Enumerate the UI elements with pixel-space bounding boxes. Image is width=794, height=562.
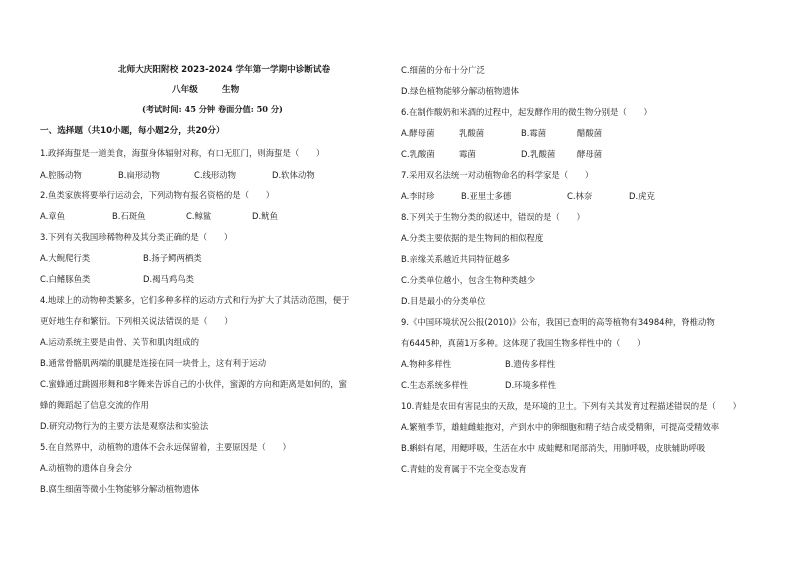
question-7-stem: 7.采用双名法统一对动植物命名的科学家是（ ） [401,170,594,180]
question-2-stem: 2.鱼类家族将要举行运动会，下列动物有报名资格的是（ ） [40,190,275,200]
question-8-option-c: C.分类单位越小，包含生物种类越少 [401,275,536,285]
option: C.乳酸菌 [401,149,435,159]
option: C.林奈 [567,191,593,201]
question-10-option-b: B.蝌蚪有尾，用鳃呼吸，生活在水中 成蛙鳃和尾部消失，用肺呼吸，皮肤辅助呼吸 [401,443,706,453]
question-4-option-c: C.蜜蜂通过跳圆形舞和8字舞来告诉自己的小伙伴，蜜源的方向和距离是如何的，蜜 [40,379,347,389]
option: A.大鲵爬行类 [40,253,91,263]
question-5-stem: 5.在自然界中，动植物的遗体不会永远保留着，主要原因是（ ） [40,442,291,452]
exam-title: 北师大庆阳附校 2023-2024 学年第一学期中诊断试卷 [118,65,331,75]
option: 乳酸菌 [459,128,485,138]
option: B.扁形动物 [118,170,160,180]
option: D.鱿鱼 [252,211,278,221]
question-4-option-a: A.运动系统主要是由骨、关节和肌肉组成的 [40,337,199,347]
option: 醋酸菌 [577,128,603,138]
option: C.线形动物 [194,170,237,180]
question-4-option-b: B.通常骨骼肌两端的肌腱是连接在同一块骨上，这有利于运动 [40,358,267,368]
option: B.扬子鳄两栖类 [143,253,202,263]
option: A.物种多样性 [401,359,452,369]
question-9-stem-cont: 有6445种，真菌1万多种。这体现了我国生物多样性中的（ ） [401,338,646,348]
subject-label: 生物 [222,85,240,95]
question-8-option-b: B.亲缘关系越近共同特征越多 [401,254,510,264]
question-4-stem: 4.地球上的动物种类繁多，它们多种多样的运动方式和行为扩大了其活动范围，便于 [40,295,350,305]
question-8-option-d: D.目是最小的分类单位 [401,296,486,306]
question-9-stem: 9.《中国环境状况公报(2010)》公布，我国已查明的高等植物有34984种，脊椎动物 [401,317,715,327]
question-8-stem: 8.下列关于生物分类的叙述中，错误的是（ ） [401,212,585,222]
option: A.李时珍 [401,191,435,201]
question-6-stem: 6.在制作酸奶和米酒的过程中，起发酵作用的微生物分别是（ ） [401,107,652,117]
question-4-option-c-cont: 蜂的舞蹈起了信息交流的作用 [40,400,149,410]
question-4-option-d: D.研究动物行为的主要方法是观察法和实验法 [40,421,209,431]
option: B.遗传多样性 [505,359,556,369]
question-5-option-d: D.绿色植物能够分解动植物遗体 [401,86,519,96]
option: D.褐马鸡鸟类 [143,274,194,284]
option: A.酵母菌 [401,128,435,138]
option: C.鲸鲨 [186,211,212,221]
question-5-option-c: C.细菌的分布十分广泛 [401,65,485,75]
question-10-option-c: C.青蛙的发育属于不完全变态发育 [401,464,527,474]
question-5-option-b: B.腐生细菌等微小生物能够分解动植物遗体 [40,484,200,494]
option: D.虎克 [629,191,655,201]
section-heading: 一、选择题（共10小题，每小题2分，共20分） [40,126,225,136]
option: B.霉菌 [521,128,547,138]
question-1-stem: 1.政择海蜇是一道美食，海蜇身体辐射对称，有口无肛门，则海蜇是（ ） [40,148,325,158]
option: 酵母菌 [577,149,603,159]
option: B.亚里士多德 [461,191,512,201]
question-10-option-a: A.繁殖季节，雄蛙雌蛙抱对，产到水中的卵细胞和精子结合成受精卵，可提高受精效率 [401,422,720,432]
option: A.章鱼 [40,211,65,221]
exam-info: (考试时间: 45 分钟 卷面分值: 50 分) [142,104,283,114]
option: D.乳酸菌 [521,149,556,159]
option: D.软体动物 [272,170,315,180]
question-8-option-a: A.分类主要依据的是生物间的相似程度 [401,233,544,243]
option: C.生态系统多样性 [401,380,469,390]
option: 霉菌 [459,149,476,159]
option: B.石斑鱼 [112,211,146,221]
question-5-option-a: A.动植物的遗体自身会分 [40,463,132,473]
option: C.白鳍豚鱼类 [40,274,91,284]
question-3-stem: 3.下列有关我国珍稀物种及其分类正确的是（ ） [40,232,233,242]
option: D.环境多样性 [505,380,556,390]
question-10-stem: 10.青蛙是农田有害昆虫的天敌，是环境的卫士。下列有关其发育过程描述错误的是（ ） [401,401,741,411]
grade-label: 八年级 [172,85,198,95]
question-4-stem-cont: 更好地生存和繁衍。下列相关说法错误的是（ ） [40,316,233,326]
option: A.腔肠动物 [40,170,82,180]
